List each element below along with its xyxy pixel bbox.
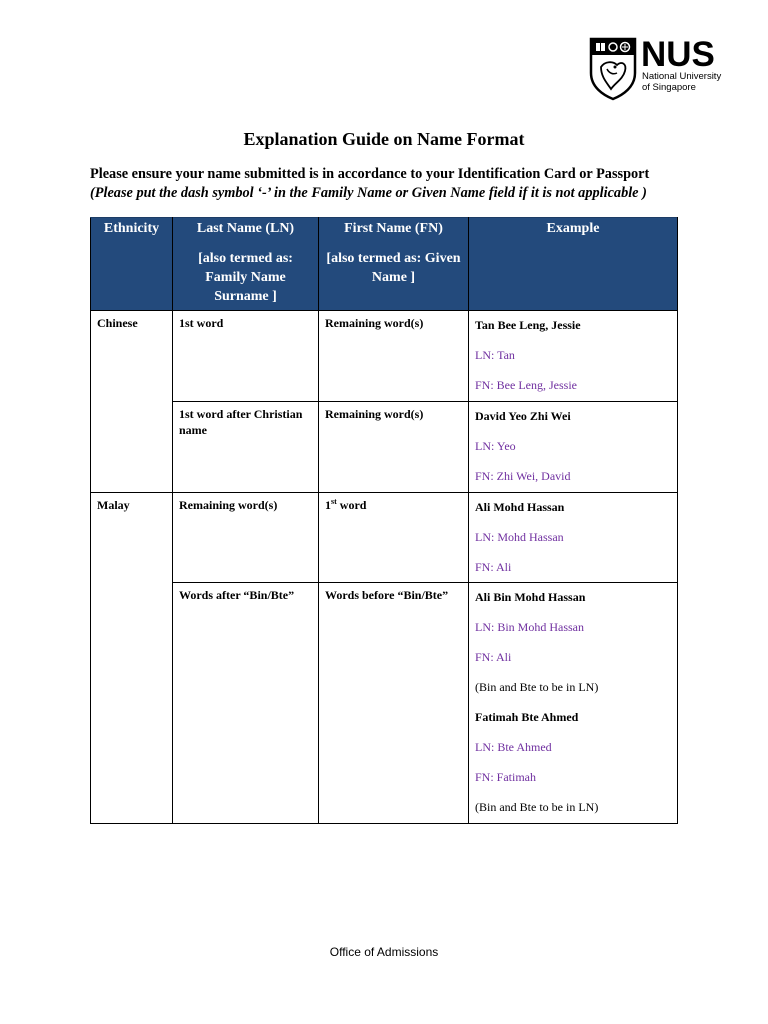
fn-rule-cell: Remaining word(s) [319, 311, 469, 402]
example-full-name: Tan Bee Leng, Jessie [475, 318, 581, 332]
ethnicity-cell-malay: Malay [91, 493, 173, 824]
header-first-name [319, 218, 469, 311]
example-ln: LN: Yeo [475, 439, 516, 453]
fn-rule-cell [319, 493, 469, 583]
header-ethnicity-label: Ethnicity [103, 221, 160, 236]
example-fn: FN: Ali [475, 650, 512, 664]
header-example [469, 218, 678, 311]
example-ln-2: LN: Bte Ahmed [475, 740, 552, 754]
ln-rule-cell: Remaining word(s) [173, 493, 319, 583]
name-format-table [90, 217, 678, 824]
example-full-name: Ali Mohd Hassan [475, 500, 565, 514]
example-cell [469, 311, 678, 402]
example-cell [469, 583, 678, 824]
example-note-2: (Bin and Bte to be in LN) [475, 800, 599, 814]
logo-wordmark: NUS [641, 35, 715, 74]
logo-subtitle [642, 71, 721, 93]
example-full-name-2: Fatimah Bte Ahmed [475, 710, 579, 724]
ethnicity-cell-chinese: Chinese [91, 311, 173, 493]
example-ln: LN: Bin Mohd Hassan [475, 620, 584, 634]
logo-subtitle-line1: National University [642, 71, 722, 82]
ln-rule-cell: Words after “Bin/Bte” [173, 583, 319, 824]
intro-instruction: Please ensure your name submitted is in accordance to your Identification Card or Passport [90, 166, 650, 182]
table-row [91, 402, 678, 493]
header-ethnicity [91, 218, 173, 311]
intro-note: (Please put the dash symbol ‘-’ in the Family Name or Given Name field if it is not applicable ) [90, 185, 647, 201]
table-row [91, 583, 678, 824]
ln-rule-cell: 1st word after Christian name [173, 402, 319, 493]
table-row [91, 493, 678, 583]
fn-rule-cell: Remaining word(s) [319, 402, 469, 493]
footer-office: Office of Admissions [329, 945, 439, 959]
example-full-name: Ali Bin Mohd Hassan [475, 590, 586, 604]
example-cell [469, 493, 678, 583]
fn-rule-ordinal: st [331, 497, 337, 506]
fn-rule-cell: Words before “Bin/Bte” [319, 583, 469, 824]
fn-rule-word: word [336, 498, 367, 512]
example-ln: LN: Mohd Hassan [475, 530, 564, 544]
header-first-name-sub: [also termed as: Given Name ] [326, 251, 461, 285]
header-example-label: Example [546, 221, 600, 236]
example-fn: FN: Zhi Wei, David [475, 469, 571, 483]
university-crest-icon [589, 37, 637, 101]
table-row [91, 311, 678, 402]
fn-rule-number: 1 [325, 498, 331, 512]
ln-rule-cell: 1st word [173, 311, 319, 402]
example-cell [469, 402, 678, 493]
example-fn-2: FN: Fatimah [475, 770, 537, 784]
header-last-name-label: Last Name (LN) [196, 221, 295, 236]
logo-subtitle-line2: of Singapore [642, 82, 696, 93]
header-last-name-sub: [also termed as: Family Name Surname ] [198, 251, 293, 304]
nus-logo [589, 37, 729, 101]
example-note: (Bin and Bte to be in LN) [475, 680, 599, 694]
example-fn: FN: Ali [475, 560, 512, 574]
example-ln: LN: Tan [475, 348, 515, 362]
page-title: Explanation Guide on Name Format [243, 129, 525, 149]
table-header-row [91, 218, 678, 311]
header-last-name [173, 218, 319, 311]
header-first-name-label: First Name (FN) [344, 221, 443, 236]
example-full-name: David Yeo Zhi Wei [475, 409, 571, 423]
example-fn: FN: Bee Leng, Jessie [475, 378, 577, 392]
